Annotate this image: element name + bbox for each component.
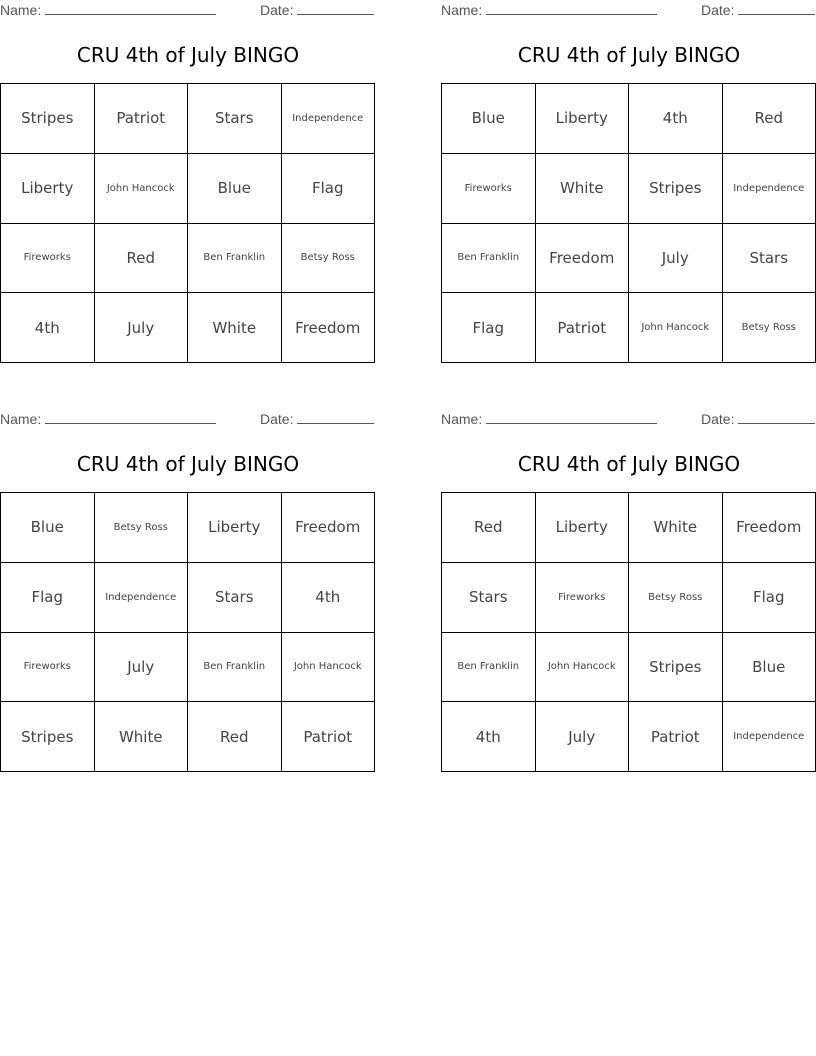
bingo-cell[interactable]: Stars [442, 563, 536, 633]
bingo-cell[interactable]: Independence [282, 84, 376, 154]
name-blank-line [45, 2, 216, 15]
date-label: Date: [701, 2, 735, 18]
bingo-cell[interactable]: Freedom [282, 293, 376, 363]
bingo-cell[interactable]: July [95, 293, 189, 363]
name-blank-line [486, 411, 657, 424]
bingo-cell[interactable]: July [629, 224, 723, 294]
name-field[interactable] [441, 2, 657, 18]
bingo-cell[interactable]: Liberty [536, 84, 630, 154]
bingo-card-4 [441, 409, 816, 746]
bingo-cell[interactable]: Betsy Ross [95, 493, 189, 563]
name-date-row [441, 409, 816, 429]
bingo-cell[interactable]: Flag [1, 563, 95, 633]
bingo-cell[interactable]: Stars [188, 84, 282, 154]
date-label: Date: [701, 411, 735, 427]
bingo-cell[interactable]: Patriot [95, 84, 189, 154]
bingo-cell[interactable]: Betsy Ross [629, 563, 723, 633]
bingo-cell[interactable]: Stars [188, 563, 282, 633]
bingo-cell[interactable]: Fireworks [442, 154, 536, 224]
bingo-cell[interactable]: Red [188, 702, 282, 772]
date-blank-line [738, 411, 815, 424]
card-title: CRU 4th of July BINGO [517, 452, 741, 476]
bingo-card-1 [0, 0, 376, 337]
bingo-cell[interactable]: White [536, 154, 630, 224]
bingo-cell[interactable]: White [188, 293, 282, 363]
bingo-cell[interactable]: John Hancock [629, 293, 723, 363]
bingo-grid [441, 492, 816, 772]
bingo-cell[interactable]: Freedom [723, 493, 816, 563]
date-field[interactable] [260, 411, 374, 427]
bingo-cell[interactable]: Freedom [282, 493, 376, 563]
name-label: Name: [0, 2, 42, 18]
bingo-cell[interactable]: Liberty [536, 493, 630, 563]
bingo-cell[interactable]: Fireworks [1, 224, 95, 294]
name-field[interactable] [0, 2, 216, 18]
bingo-cell[interactable]: John Hancock [95, 154, 189, 224]
bingo-card-3 [0, 409, 376, 746]
bingo-cell[interactable]: Blue [188, 154, 282, 224]
bingo-cell[interactable]: 4th [442, 702, 536, 772]
bingo-cell[interactable]: John Hancock [282, 633, 376, 703]
bingo-cell[interactable]: Stripes [629, 633, 723, 703]
bingo-cell[interactable]: Stripes [1, 84, 95, 154]
bingo-cell[interactable]: Betsy Ross [723, 293, 816, 363]
bingo-cell[interactable]: 4th [1, 293, 95, 363]
bingo-cell[interactable]: White [629, 493, 723, 563]
bingo-cell[interactable]: Blue [723, 633, 816, 703]
bingo-cell[interactable]: White [95, 702, 189, 772]
date-field[interactable] [260, 2, 374, 18]
date-label: Date: [260, 411, 294, 427]
name-field[interactable] [0, 411, 216, 427]
name-label: Name: [0, 411, 42, 427]
bingo-card-2 [441, 0, 816, 337]
bingo-cell[interactable]: Ben Franklin [188, 633, 282, 703]
card-title: CRU 4th of July BINGO [76, 43, 300, 67]
bingo-cell[interactable]: Fireworks [536, 563, 630, 633]
bingo-cell[interactable]: Ben Franklin [442, 224, 536, 294]
bingo-cell[interactable]: Flag [442, 293, 536, 363]
date-label: Date: [260, 2, 294, 18]
bingo-cell[interactable]: Stars [723, 224, 816, 294]
date-field[interactable] [701, 411, 815, 427]
bingo-cell[interactable]: Ben Franklin [188, 224, 282, 294]
bingo-cell[interactable]: Flag [282, 154, 376, 224]
bingo-cell[interactable]: Patriot [536, 293, 630, 363]
bingo-cell[interactable]: Fireworks [1, 633, 95, 703]
date-field[interactable] [701, 2, 815, 18]
bingo-cell[interactable]: Red [95, 224, 189, 294]
name-date-row [0, 409, 376, 429]
bingo-cell[interactable]: 4th [282, 563, 376, 633]
bingo-grid [0, 83, 375, 363]
bingo-cell[interactable]: Blue [1, 493, 95, 563]
bingo-cell[interactable]: Freedom [536, 224, 630, 294]
card-title: CRU 4th of July BINGO [76, 452, 300, 476]
bingo-cell[interactable]: John Hancock [536, 633, 630, 703]
bingo-cell[interactable]: Red [442, 493, 536, 563]
name-field[interactable] [441, 411, 657, 427]
bingo-cell[interactable]: Independence [723, 702, 816, 772]
bingo-cell[interactable]: Flag [723, 563, 816, 633]
bingo-cell[interactable]: Stripes [629, 154, 723, 224]
name-label: Name: [441, 411, 483, 427]
name-blank-line [45, 411, 216, 424]
bingo-cell[interactable]: Stripes [1, 702, 95, 772]
bingo-cell[interactable]: Independence [723, 154, 816, 224]
bingo-grid [441, 83, 816, 363]
bingo-cell[interactable]: July [536, 702, 630, 772]
date-blank-line [738, 2, 815, 15]
card-title: CRU 4th of July BINGO [517, 43, 741, 67]
bingo-cell[interactable]: Blue [442, 84, 536, 154]
bingo-cell[interactable]: Patriot [629, 702, 723, 772]
bingo-cell[interactable]: Ben Franklin [442, 633, 536, 703]
bingo-cell[interactable]: Liberty [1, 154, 95, 224]
bingo-cell[interactable]: Patriot [282, 702, 376, 772]
name-date-row [0, 0, 376, 20]
bingo-cell[interactable]: Betsy Ross [282, 224, 376, 294]
name-label: Name: [441, 2, 483, 18]
bingo-cell[interactable]: Independence [95, 563, 189, 633]
bingo-cell[interactable]: Red [723, 84, 816, 154]
bingo-grid [0, 492, 375, 772]
name-blank-line [486, 2, 657, 15]
bingo-cell[interactable]: Liberty [188, 493, 282, 563]
bingo-cell[interactable]: July [95, 633, 189, 703]
name-date-row [441, 0, 816, 20]
date-blank-line [297, 2, 374, 15]
bingo-cell[interactable]: 4th [629, 84, 723, 154]
date-blank-line [297, 411, 374, 424]
